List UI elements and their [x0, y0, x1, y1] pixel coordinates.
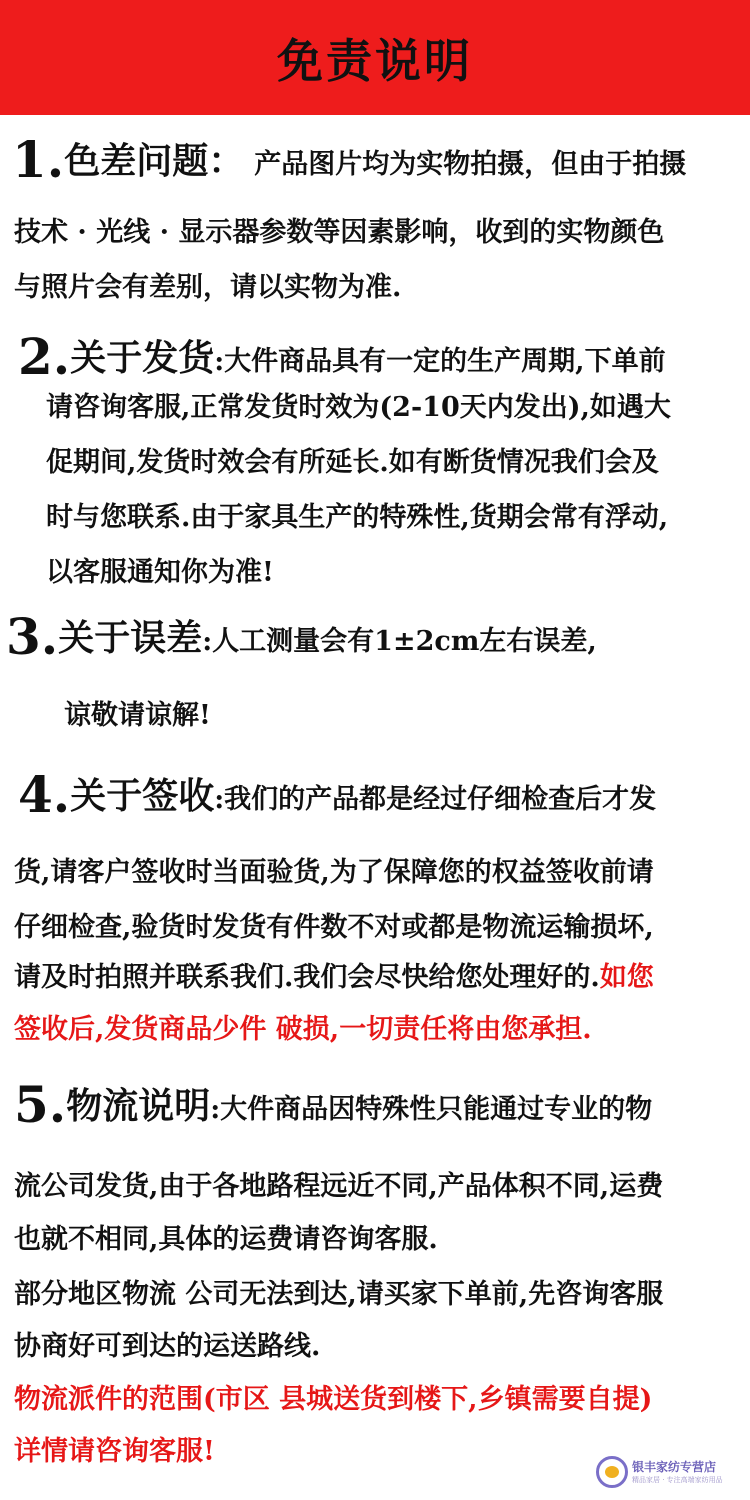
section-1-number: 1.: [12, 130, 65, 189]
section-2-number: 2.: [18, 327, 71, 386]
section-5-title-line: [14, 1075, 653, 1134]
section-1-text-3: 与照片会有差别，请以实物为准.: [14, 272, 402, 303]
section-2-text-3: 促期间,发货时效会有所延长.如有断货情况我们会及: [46, 447, 659, 478]
header-banner: [0, 0, 750, 115]
section-2-heading: 关于发货: [70, 338, 215, 379]
store-slogan: 精品家居 · 专注高端家纺用品: [632, 1475, 723, 1484]
section-4-text-5-red: 签收后,发货商品少件 破损,一切责任将由您承担.: [14, 1014, 592, 1045]
section-2-text-1: :大件商品具有一定的生产周期,下单前: [214, 346, 666, 377]
section-2-title-line: [18, 327, 666, 386]
section-2-text-2: 请咨询客服,正常发货时效为(2-10天内发出),如遇大: [46, 392, 671, 423]
section-5-text-5: 协商好可到达的运送路线.: [14, 1331, 321, 1362]
section-4-number: 4.: [18, 765, 71, 824]
page-title: 免责说明: [277, 33, 473, 88]
store-logo-icon: [596, 1456, 628, 1488]
section-4-text-2: 货,请客户签收时当面验货,为了保障您的权益签收前请: [14, 857, 654, 888]
store-logo-text: [632, 1460, 723, 1485]
store-logo: [596, 1452, 746, 1492]
section-1-heading: 色差问题：: [64, 141, 245, 182]
section-3-number: 3.: [6, 607, 59, 666]
section-4-text-4-red: 如您: [599, 962, 654, 993]
section-5-text-1: :大件商品因特殊性只能通过专业的物: [210, 1094, 653, 1125]
section-3-heading: 关于误差: [58, 618, 203, 659]
section-4-text-1: :我们的产品都是经过仔细检查后才发: [214, 784, 657, 815]
section-2-text-5: 以客服通知你为准!: [46, 557, 274, 588]
section-1-text-2: 技术 · 光线 · 显示器参数等因素影响，收到的实物颜色: [14, 217, 665, 248]
section-4-text-3: 仔细检查,验货时发货有件数不对或都是物流运输损坏,: [14, 912, 654, 943]
section-4-title-line: [18, 765, 657, 824]
section-5-text-7-red: 详情请咨询客服!: [14, 1436, 215, 1467]
section-2-text-4: 时与您联系.由于家具生产的特殊性,货期会常有浮动,: [46, 502, 669, 533]
section-3-text-1: :人工测量会有1±2cm左右误差,: [202, 626, 597, 657]
section-4-text-4: [14, 958, 654, 998]
section-4-text-4-black: 请及时拍照并联系我们.我们会尽快给您处理好的.: [14, 962, 600, 993]
section-5-heading: 物流说明: [66, 1086, 211, 1127]
section-1-title-line: [12, 130, 687, 189]
section-1-text-1: 产品图片均为实物拍摄，但由于拍摄: [254, 149, 687, 180]
section-5-text-6-red: 物流派件的范围(市区 县城送货到楼下,乡镇需要自提): [14, 1384, 653, 1415]
section-5-text-2: 流公司发货,由于各地路程远近不同,产品体积不同,运费: [14, 1171, 664, 1202]
section-5-text-4: 部分地区物流 公司无法到达,请买家下单前,先咨询客服: [14, 1279, 664, 1310]
section-3-title-line: [6, 607, 597, 666]
section-5-number: 5.: [14, 1075, 67, 1134]
section-3-text-2: 谅敬请谅解!: [64, 700, 211, 731]
section-4-heading: 关于签收: [70, 776, 215, 817]
store-name: 银丰家纺专营店: [632, 1459, 717, 1474]
section-5-text-3: 也就不相同,具体的运费请咨询客服.: [14, 1224, 438, 1255]
